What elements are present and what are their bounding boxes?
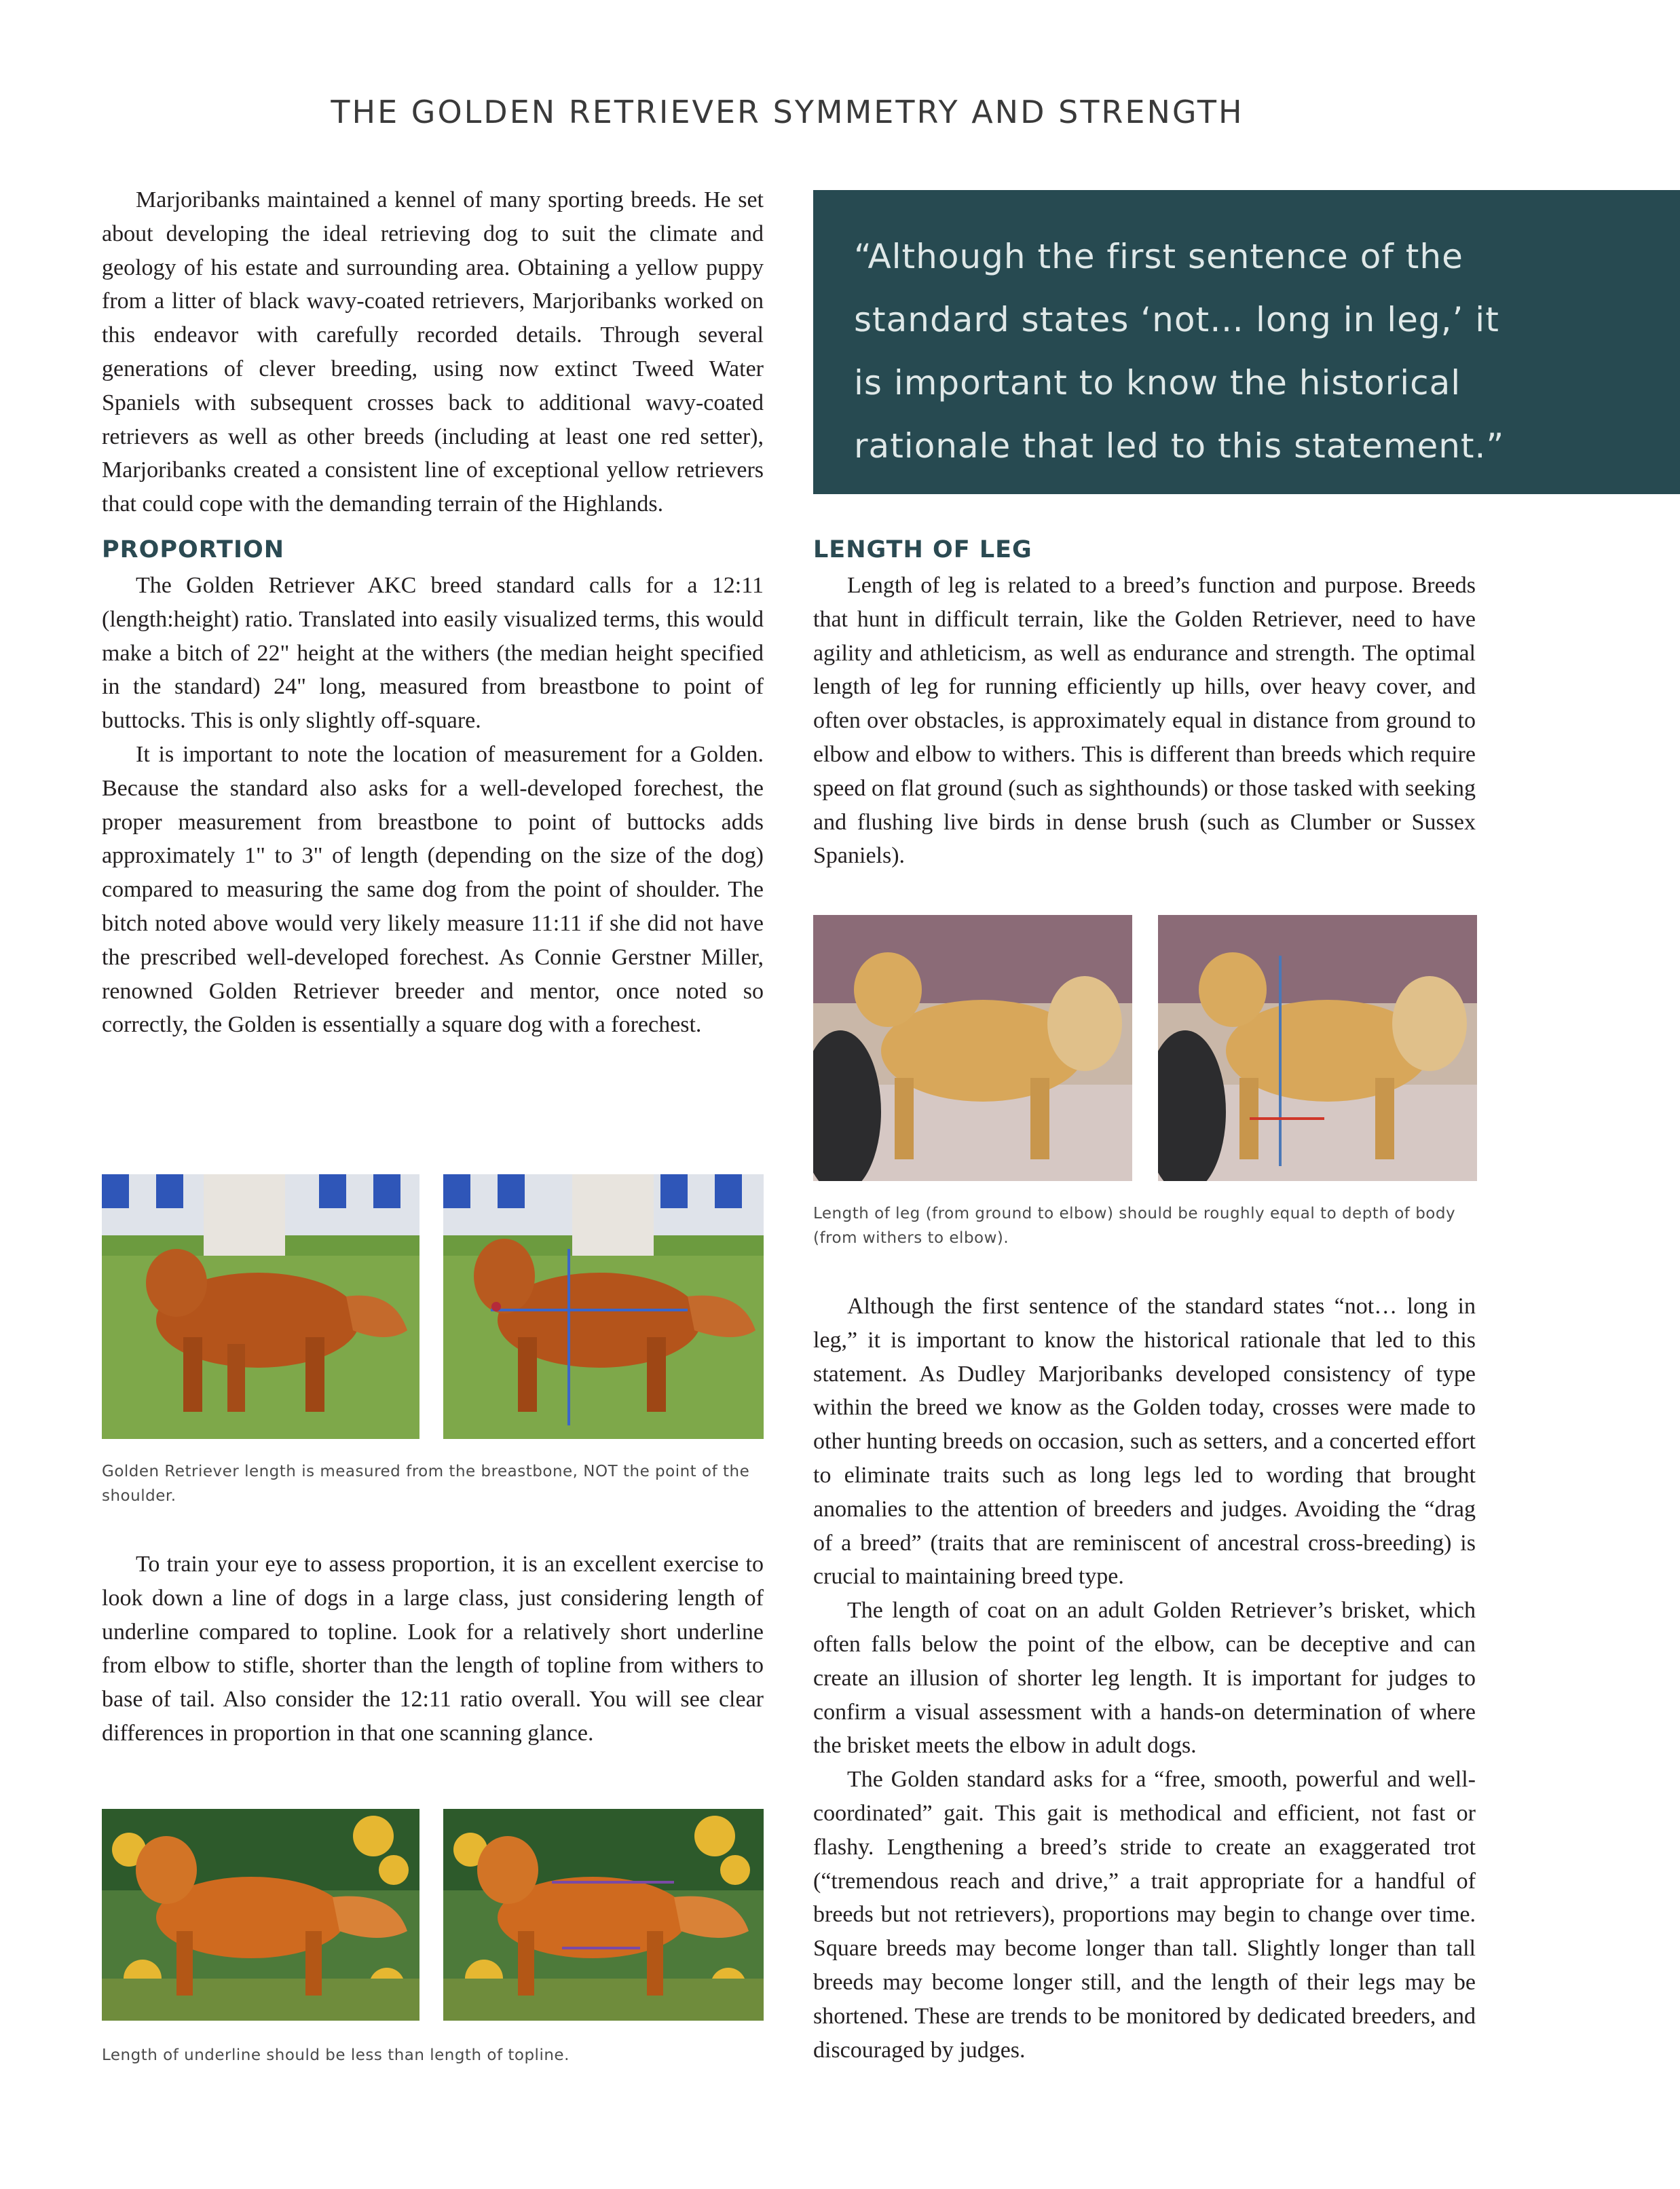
train-eye-block: [102, 1548, 764, 1751]
photo-golden-topline: [102, 1809, 419, 2021]
right-paragraph-2: Although the first sentence of the standard states “not… long in leg,” it is important to know the historical rationale that led to this statement. As Dudley Marjoribanks developed consistency of type within the breed we know as the Golden today, crosses were made to other hunting breeds on occasion, such as setters, and a concerted effort to eliminate traits such as long legs led to wording that brought anomalies to the attention of breeders and judges. Avoiding the “drag of a breed” (traits that are reminiscent of ancestral cross-breeding) is crucial to maintaining breed type.: [813, 1294, 1476, 1590]
caption-leg-length: Length of leg (from ground to elbow) should be roughly equal to depth of body (from withers to elbow).: [813, 1205, 1456, 1247]
pull-quote-line-1: “Although the first sentence of the: [854, 237, 1463, 276]
right-paragraph-4: The Golden standard asks for a “free, smooth, powerful and well-coordinated” gait. This gait is methodical and efficient, not fast or flashy. Lengthening a breed’s stride to create an exaggerated trot (“tremendous reach and drive,” a trait appropriate for a handful of breeds but not retrievers), proportions may begin to change over time. Square breeds may become longer than tall. Slightly longer than tall breeds may become longer still, and the length of their legs may be shortened. These are trends to be monitored by dedicated breeders, and discouraged by judges.: [813, 1767, 1476, 2063]
proportion-paragraph-2: It is important to note the location of measurement for a Golden. Because the standard also asks for a well-developed forechest, the proper measurement from breastbone to point of buttocks adds approximately 1" to 3" of length (depending on the size of the dog) compared to measuring the same dog from the point of shoulder. The bitch noted above would very likely measure 11:11 if she did not have the prescribed well-developed forechest. As Connie Gerstner Miller, renowned Golden Retriever breeder and mentor, once noted so correctly, the Golden is essentially a square dog with a forechest.: [102, 741, 764, 1038]
right-column-bottom: [813, 1290, 1476, 2067]
running-header: THE GOLDEN RETRIEVER SYMMETRY AND STRENGTH: [331, 94, 1244, 130]
left-column: [102, 183, 764, 1042]
photo-golden-side-view: [102, 1174, 419, 1439]
right-paragraph-3: The length of coat on an adult Golden Retriever’s brisket, which often falls below the point of the elbow, can be deceptive and can create an illusion of shorter leg length. It is important for judges to confirm a visual assessment with a hands-on determination of where the brisket meets the elbow in adult dogs.: [813, 1598, 1476, 1759]
proportion-heading: PROPORTION: [102, 536, 285, 563]
photo-golden-leg-measured: [1158, 915, 1477, 1181]
length-of-leg-paragraph: Length of leg is related to a breed’s function and purpose. Breeds that hunt in difficult terrain, like the Golden Retriever, need to have agility and athleticism, as well as endurance and strength. The optimal length of leg for running efficiently up hills, over heavy cover, and often over obstacles, is approximately equal in distance from ground to elbow and elbow to withers. This is different than breeds which require speed on flat ground (such as sighthounds) or those tasked with seeking and flushing live birds in dense brush (such as Clumber or Sussex Spaniels).: [813, 573, 1476, 869]
length-of-leg-heading: LENGTH OF LEG: [813, 536, 1032, 563]
photo-golden-underline-topline: [443, 1809, 764, 2021]
pull-quote-box: [813, 190, 1680, 494]
pull-quote-line-2: standard states ‘not… long in leg,’ it: [854, 300, 1499, 339]
photo-golden-measured-breastbone: [443, 1174, 764, 1439]
intro-paragraph: Marjoribanks maintained a kennel of many sporting breeds. He set about developing the ideal retrieving dog to suit the climate and geology of his estate and surrounding area. Obtaining a yellow puppy from a litter of black wavy-coated retrievers, Marjoribanks worked on this endeavor with carefully recorded details. Through several generations of clever breeding, using now extinct Tweed Water Spaniels with subsequent crosses back to additional wavy-coated retrievers as well as other breeds (including at least one red setter), Marjoribanks created a consistent line of exceptional yellow retrievers that could cope with the demanding terrain of the Highlands.: [102, 187, 764, 517]
right-column-top: [813, 531, 1476, 873]
caption-underline-topline: Length of underline should be less than length of topline.: [102, 2046, 570, 2064]
caption-length-measured: Golden Retriever length is measured from the breastbone, NOT the point of the shoulder.: [102, 1463, 750, 1505]
pull-quote-line-4: rationale that led to this statement.”: [854, 426, 1505, 466]
train-eye-paragraph: To train your eye to assess proportion, it is an excellent exercise to look down a line of dogs in a large class, just considering length of underline compared to topline. Look for a relatively short underline from elbow to stifle, shorter than the length of topline from withers to base of tail. Also consider the 12:11 ratio overall. You will see clear differences in proportion in that one scanning glance.: [102, 1552, 764, 1746]
photo-golden-leg-length: [813, 915, 1132, 1181]
proportion-paragraph-1: The Golden Retriever AKC breed standard calls for a 12:11 (length:height) ratio. Translated into easily visualized terms, this would make a bitch of 22" height at the withers (the median height specified in the standard) 24" long, measured from breastbone to point of buttocks. This is only slightly off-square.: [102, 572, 764, 734]
pull-quote-line-3: is important to know the historical: [854, 363, 1461, 403]
